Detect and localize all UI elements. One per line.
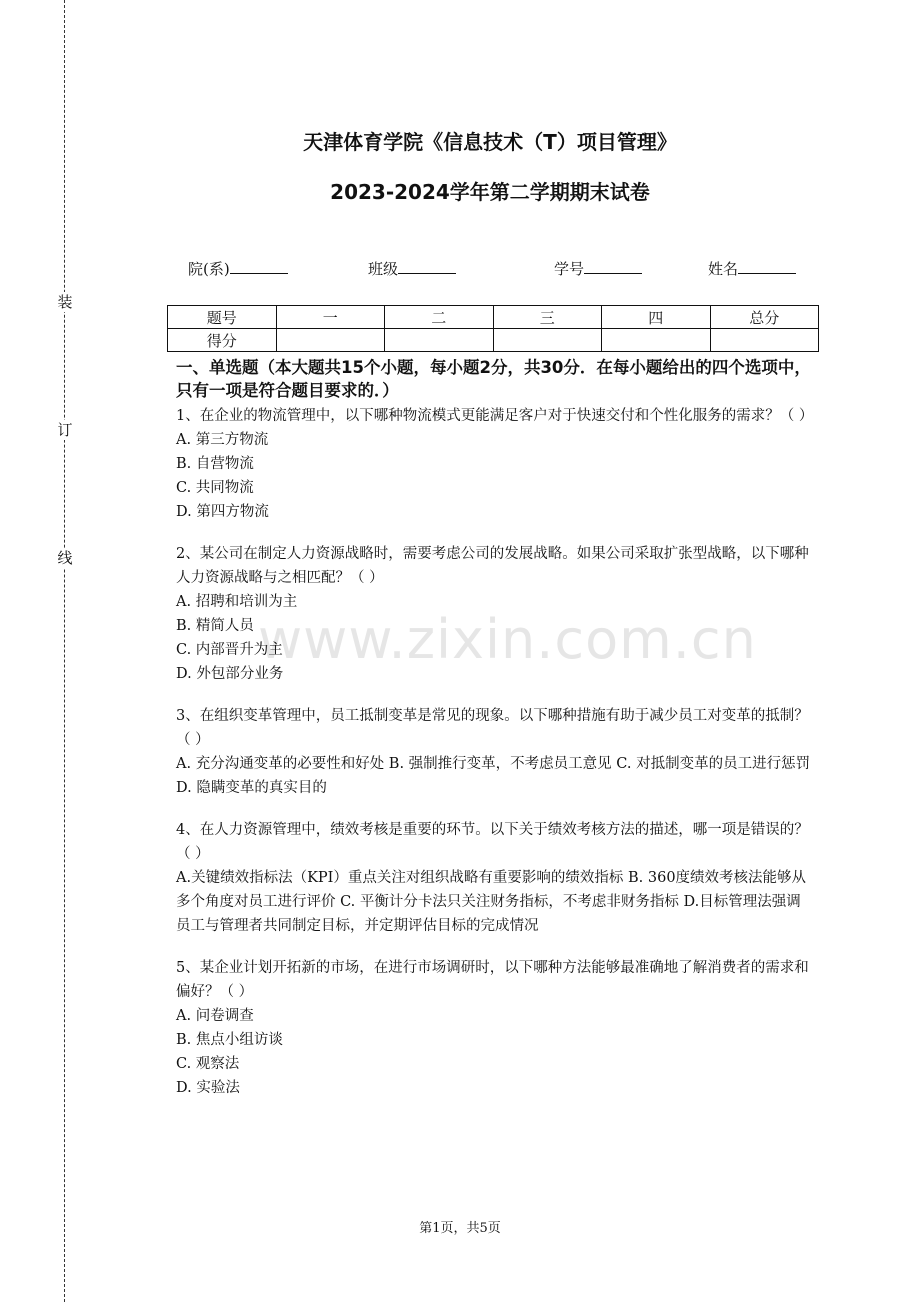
question-stem: 3、在组织变革管理中，员工抵制变革是常见的现象。以下哪种措施有助于减少员工对变革的抵制？（ ） — [176, 708, 809, 748]
option: B. 精简人员 — [176, 618, 254, 634]
question-4 — [176, 818, 812, 938]
option: B. 焦点小组访谈 — [176, 1032, 283, 1048]
option: A. 第三方物流 — [176, 432, 269, 448]
binding-char-xian: 线 — [57, 549, 73, 567]
score-table-score-row — [168, 329, 819, 352]
score-table — [167, 305, 819, 352]
option: A. 问卷调查 — [176, 1008, 254, 1024]
option: A. 招聘和培训为主 — [176, 594, 298, 610]
question-2 — [176, 542, 812, 686]
name-field: 姓名 — [708, 258, 796, 279]
student-info-row — [180, 258, 820, 280]
score-cell: 二 — [385, 306, 494, 329]
question-stem: 4、在人力资源管理中，绩效考核是重要的环节。以下关于绩效考核方法的描述，哪一项是错误的？（ ） — [176, 822, 809, 862]
option: C. 内部晋升为主 — [176, 642, 283, 658]
question-stem: 2、某公司在制定人力资源战略时，需要考虑公司的发展战略。如果公司采取扩张型战略，以下哪种人力资源战略与之相匹配？（ ） — [176, 546, 809, 586]
option: D. 实验法 — [176, 1080, 240, 1096]
options-inline: A.关键绩效指标法（KPI）重点关注对组织战略有重要影响的绩效指标 B. 360度绩效考核法能够从多个角度对员工进行评价 C. 平衡计分卡法只关注财务指标，不考虑非财务指标 D.目标管理法强调员工与管理者共同制定目标，并定期评估目标的完成情况 — [176, 870, 807, 934]
score-table-header-row — [168, 306, 819, 329]
question-3 — [176, 704, 812, 800]
score-cell: 四 — [602, 306, 711, 329]
binding-char-zhuang: 装 — [57, 293, 73, 311]
watermark: www.zixin.com.cn — [258, 608, 757, 671]
score-blank-cell — [493, 329, 602, 352]
binding-dashed-line — [64, 0, 65, 1302]
exam-content — [176, 356, 812, 1100]
score-cell: 总分 — [710, 306, 819, 329]
score-blank-cell — [602, 329, 711, 352]
exam-title: 天津体育学院《信息技术（T）项目管理》 — [303, 130, 677, 154]
section-heading: 一、单选题（本大题共15个小题，每小题2分，共30分．在每小题给出的四个选项中，只有一项是符合题目要求的．） — [176, 358, 811, 400]
option: D. 第四方物流 — [176, 504, 269, 520]
college-field: 院(系) — [188, 258, 288, 279]
score-blank-cell — [276, 329, 385, 352]
class-field: 班级 — [368, 258, 456, 279]
score-cell: 一 — [276, 306, 385, 329]
question-stem: 5、某企业计划开拓新的市场，在进行市场调研时，以下哪种方法能够最准确地了解消费者的需求和偏好？（ ） — [176, 960, 809, 1000]
page-footer: 第1页，共5页 — [419, 1221, 501, 1236]
binding-char-ding: 订 — [57, 421, 73, 439]
exam-subtitle: 2023-2024学年第二学期期末试卷 — [330, 180, 650, 204]
options-inline: A. 充分沟通变革的必要性和好处 B. 强制推行变革，不考虑员工意见 C. 对抵制变革的员工进行惩罚 D. 隐瞒变革的真实目的 — [176, 756, 811, 796]
option: B. 自营物流 — [176, 456, 254, 472]
question-1 — [176, 404, 812, 524]
score-cell: 题号 — [168, 306, 277, 329]
score-cell: 得分 — [168, 329, 277, 352]
score-blank-cell — [710, 329, 819, 352]
option: C. 共同物流 — [176, 480, 254, 496]
question-5 — [176, 956, 812, 1100]
student-id-field: 学号 — [554, 258, 642, 279]
score-blank-cell — [385, 329, 494, 352]
question-stem: 1、在企业的物流管理中，以下哪种物流模式更能满足客户对于快速交付和个性化服务的需求？（ ） — [176, 408, 814, 424]
option: D. 外包部分业务 — [176, 666, 284, 682]
option: C. 观察法 — [176, 1056, 240, 1072]
score-cell: 三 — [493, 306, 602, 329]
